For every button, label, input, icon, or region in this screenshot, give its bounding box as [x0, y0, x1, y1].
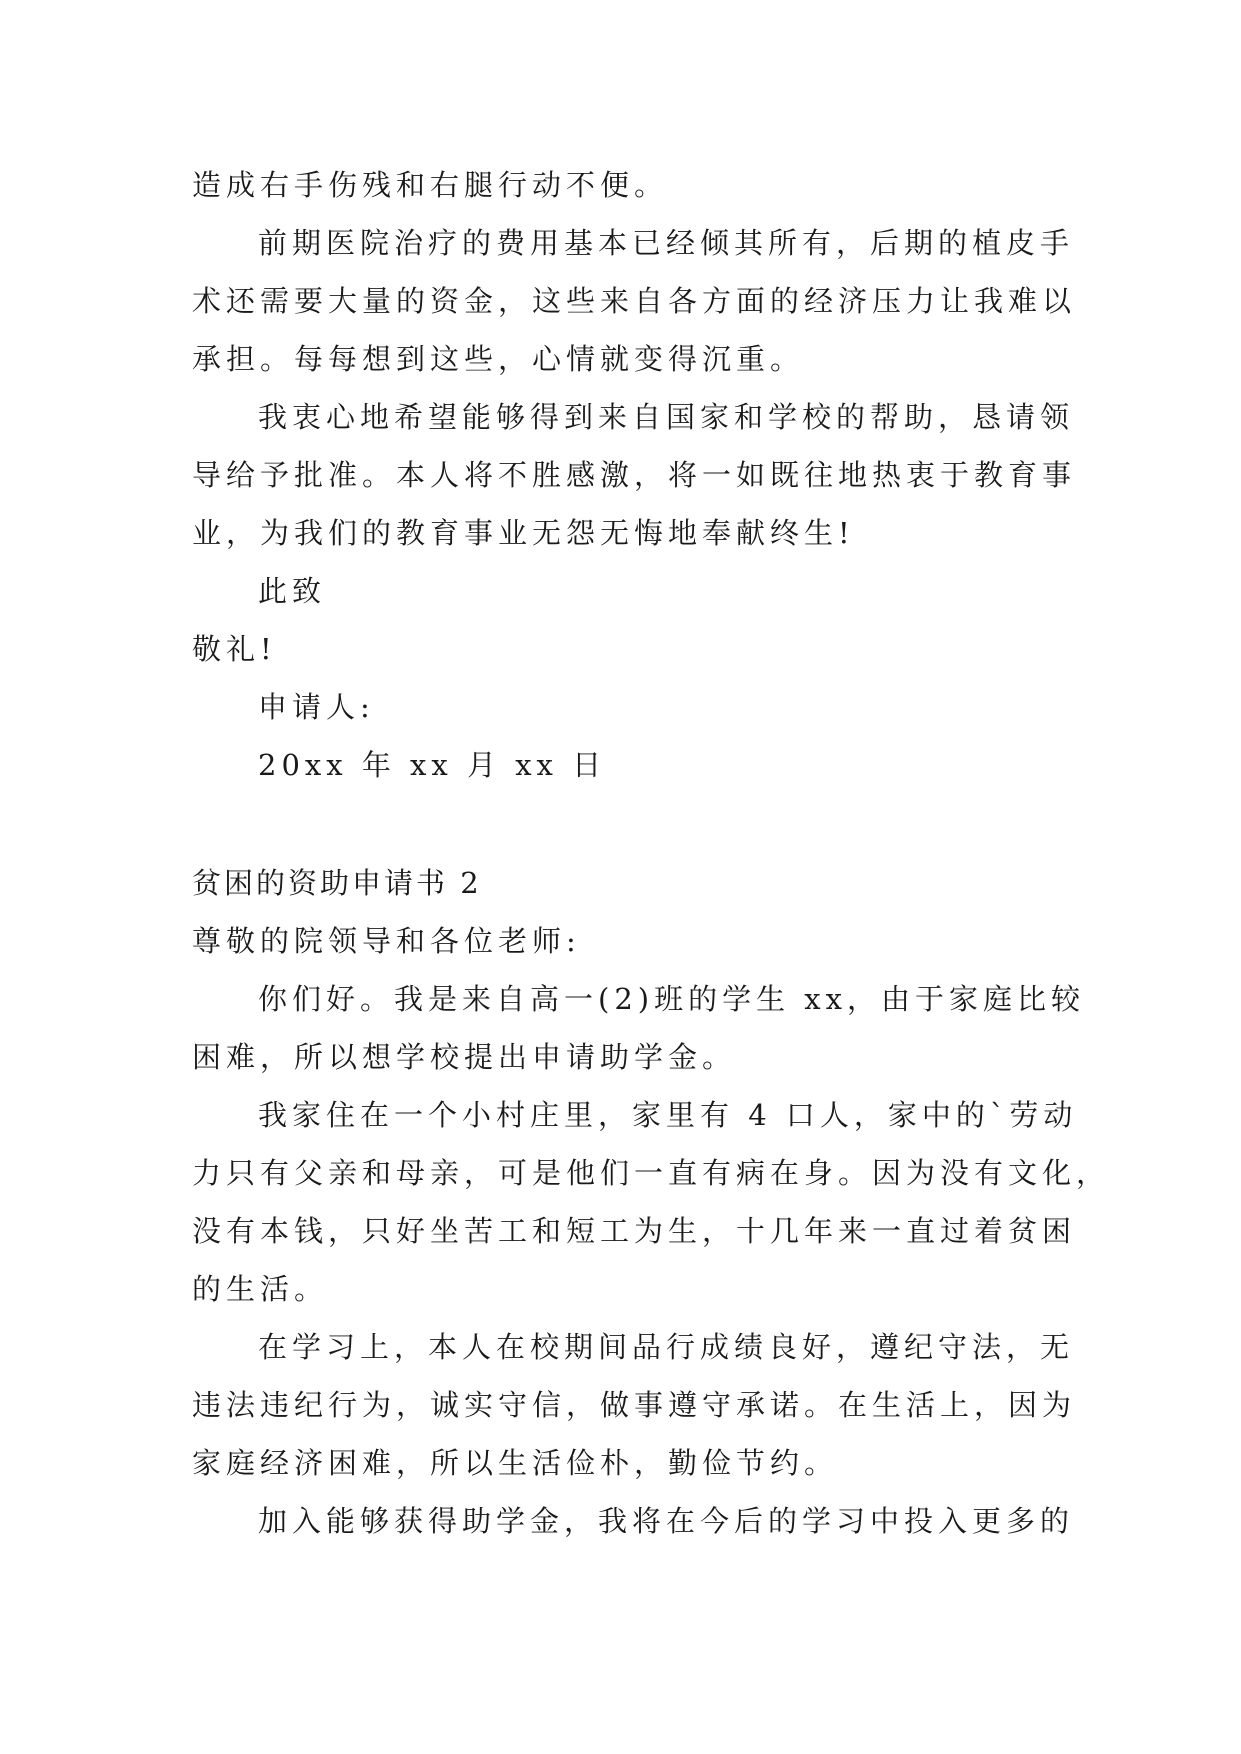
paragraph-line: 力只有父亲和母亲，可是他们一直有病在身。因为没有文化， — [192, 1156, 1111, 1190]
paragraph-line: 困难，所以想学校提出申请助学金。 — [192, 1040, 737, 1074]
salutation: 尊敬的院领导和各位老师: — [192, 924, 581, 958]
document-body — [192, 156, 1111, 1550]
paragraph-line: 我衷心地希望能够得到来自国家和学校的帮助，恳请领 — [258, 400, 1075, 434]
paragraph-line: 业，为我们的教育事业无怨无悔地奉献终生! — [192, 516, 855, 550]
paragraph-line: 违法违纪行为，诚实守信，做事遵守承诺。在生活上，因为 — [192, 1388, 1077, 1422]
closing-salute: 敬礼! — [192, 632, 277, 666]
paragraph-line: 术还需要大量的资金，这些来自各方面的经济压力让我难以 — [192, 284, 1077, 318]
signature-label: 申请人: — [258, 690, 375, 724]
paragraph-line: 造成右手伤残和右腿行动不便。 — [192, 168, 669, 202]
paragraph-line: 承担。每每想到这些，心情就变得沉重。 — [192, 342, 805, 376]
date-line: 20xx 年 xx 月 xx 日 — [258, 748, 607, 782]
paragraph-line: 加入能够获得助学金，我将在今后的学习中投入更多的 — [258, 1504, 1075, 1538]
closing-phrase: 此致 — [258, 574, 327, 608]
paragraph-line: 前期医院治疗的费用基本已经倾其所有，后期的植皮手 — [258, 226, 1075, 260]
paragraph-line: 我家住在一个小村庄里，家里有 4 口人，家中的`劳动 — [258, 1098, 1078, 1132]
paragraph-line: 在学习上，本人在校期间品行成绩良好，遵纪守法，无 — [258, 1330, 1075, 1364]
section-title: 贫困的资助申请书 2 — [192, 866, 482, 900]
paragraph-line: 家庭经济困难，所以生活俭朴，勤俭节约。 — [192, 1446, 839, 1480]
paragraph-line: 的生活。 — [192, 1272, 329, 1306]
paragraph-line: 你们好。我是来自高一(2)班的学生 xx，由于家庭比较 — [258, 982, 1086, 1016]
section-gap — [192, 794, 1052, 854]
paragraph-line: 没有本钱，只好坐苦工和短工为生，十几年来一直过着贫困 — [192, 1214, 1077, 1248]
paragraph-line: 导给予批准。本人将不胜感激，将一如既往地热衷于教育事 — [192, 458, 1077, 492]
